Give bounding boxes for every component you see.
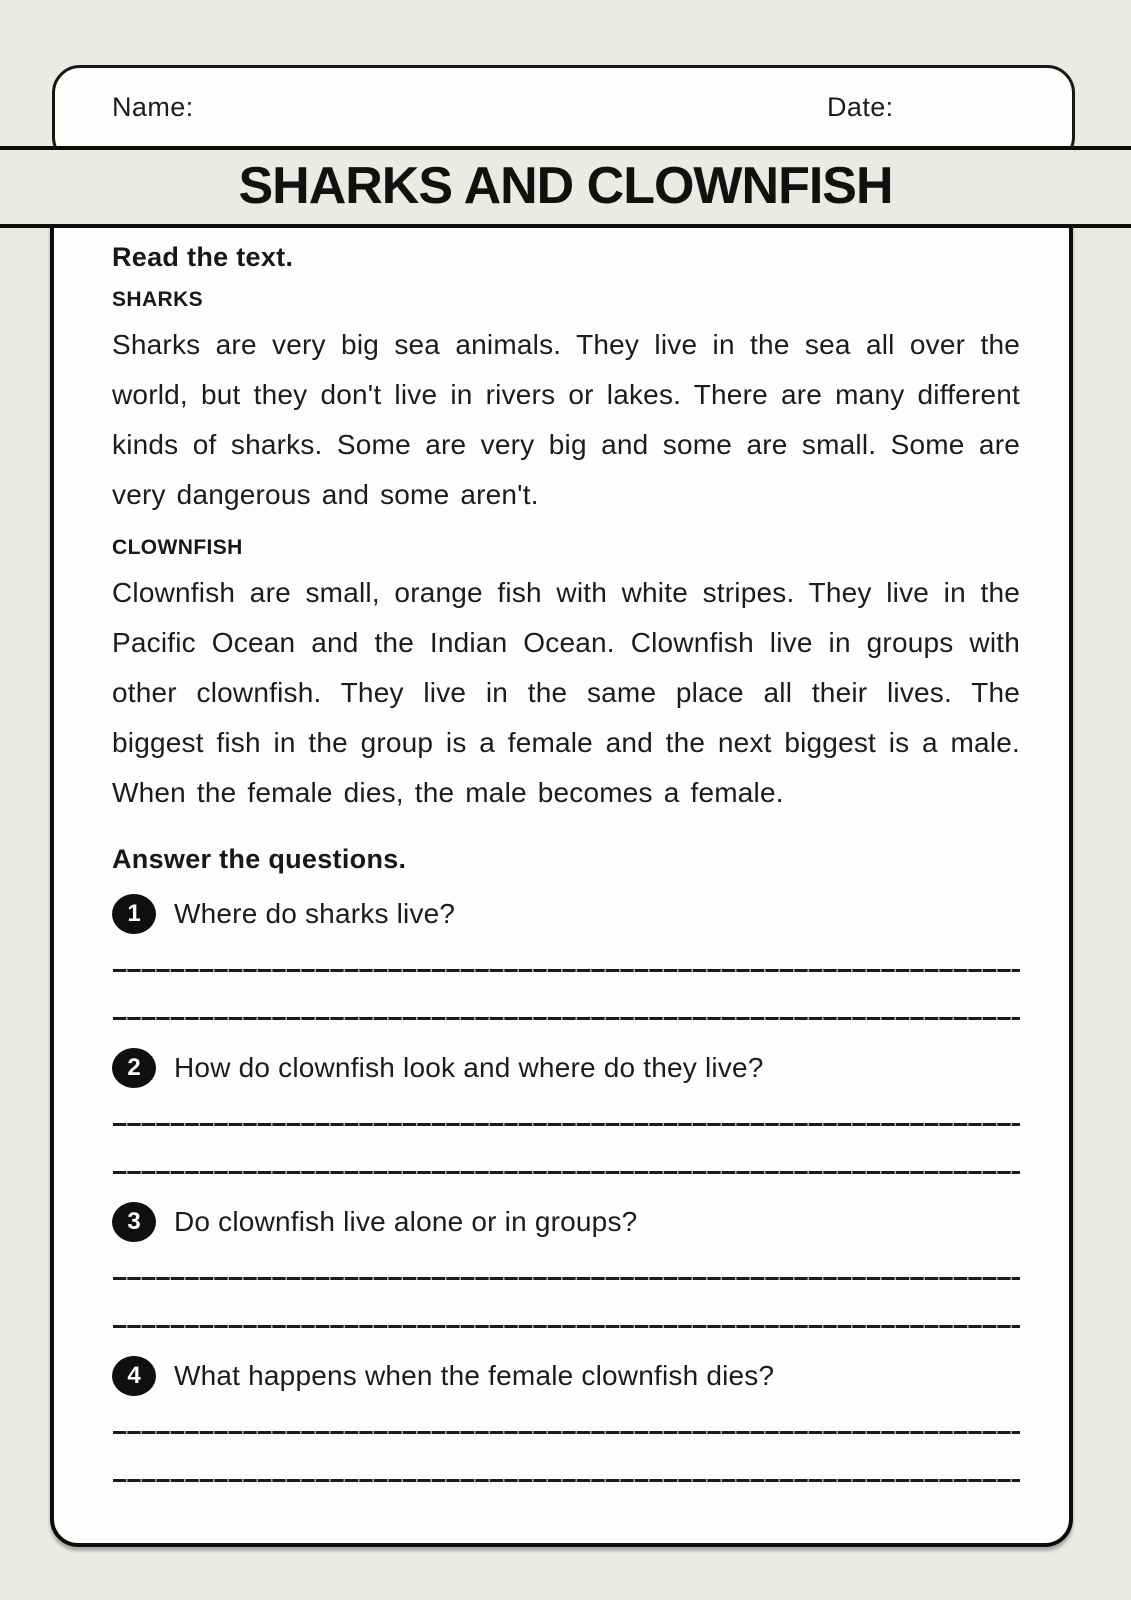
name-input-area[interactable] [205, 82, 765, 134]
worksheet-card [50, 195, 1073, 1547]
title-band [0, 146, 1131, 228]
read-instruction: Read the text. [112, 242, 294, 272]
answer-line-q1-1[interactable] [112, 934, 1020, 972]
answer-line-q3-2[interactable] [112, 1280, 1020, 1328]
name-label: Name: [112, 92, 194, 122]
question-row-1 [112, 894, 1020, 934]
section-heading-clownfish: CLOWNFISH [112, 536, 243, 559]
question-row-2 [112, 1048, 1020, 1088]
question-number-badge: 1 [112, 894, 156, 934]
section-heading-sharks: SHARKS [112, 288, 204, 311]
section-text-clownfish: Clownfish are small, orange fish with white stripes. They live in the Pacific Ocean and the Indian Ocean. Clownfish live in groups with other clownfish. They live in the same place all their lives. The biggest fish in the group is a female and the next biggest is a male. When the female dies, the male becomes a female. [112, 577, 1020, 808]
question-number-badge: 4 [112, 1356, 156, 1396]
date-input-area[interactable] [907, 82, 1057, 134]
question-text: How do clownfish look and where do they live? [174, 1052, 764, 1083]
answer-instruction: Answer the questions. [112, 844, 407, 874]
question-text: What happens when the female clownfish dies? [174, 1360, 775, 1391]
answer-line-q3-1[interactable] [112, 1242, 1020, 1280]
page-title: SHARKS AND CLOWNFISH [238, 157, 893, 215]
question-number-badge: 2 [112, 1048, 156, 1088]
answer-line-q1-2[interactable] [112, 972, 1020, 1020]
question-text: Where do sharks live? [174, 898, 456, 929]
answer-line-q2-1[interactable] [112, 1088, 1020, 1126]
question-text: Do clownfish live alone or in groups? [174, 1206, 638, 1237]
section-text-sharks: Sharks are very big sea animals. They live in the sea all over the world, but they don't live in rivers or lakes. There are many different kinds of sharks. Some are very big and some are small. Some are very dangerous and some aren't. [112, 329, 1020, 510]
answer-line-q2-2[interactable] [112, 1126, 1020, 1174]
question-row-4 [112, 1356, 1020, 1396]
answer-line-q4-2[interactable] [112, 1434, 1020, 1482]
question-number-badge: 3 [112, 1202, 156, 1242]
date-label: Date: [827, 92, 894, 122]
answer-line-q4-1[interactable] [112, 1396, 1020, 1434]
question-row-3 [112, 1202, 1020, 1242]
